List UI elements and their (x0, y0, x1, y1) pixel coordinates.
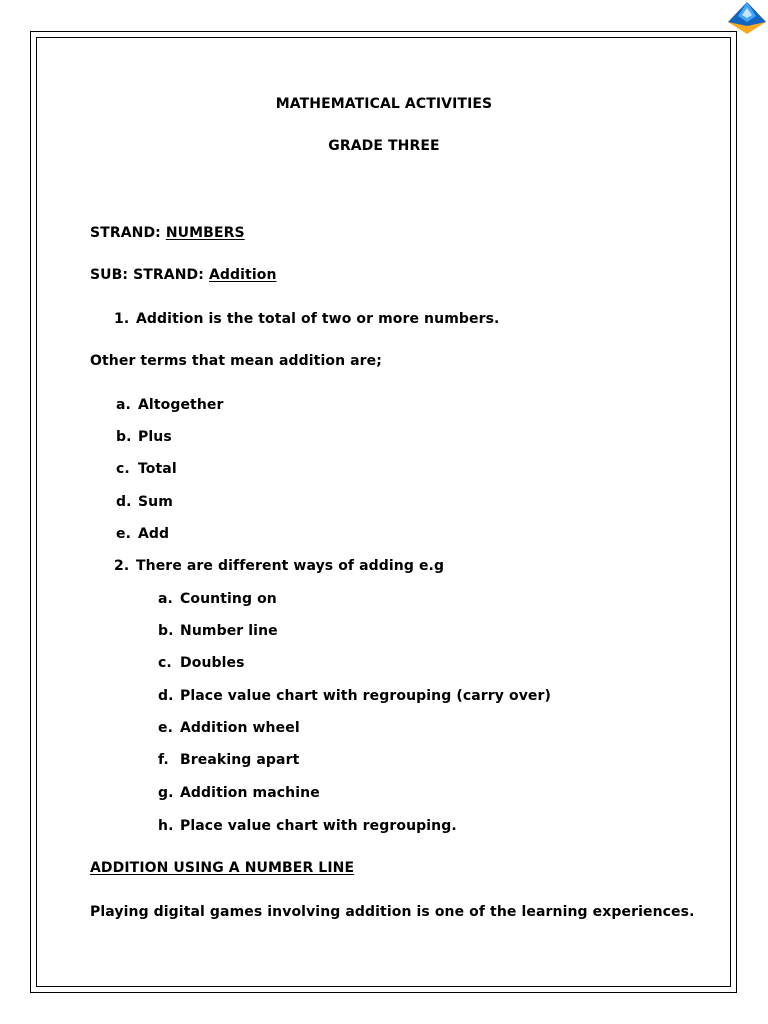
list-item (116, 429, 172, 445)
list-text: Number line (180, 623, 278, 639)
sub-strand-label: SUB: STRAND: (90, 267, 209, 283)
strand-line (90, 225, 245, 241)
list-item (158, 785, 320, 801)
list-item (158, 655, 245, 671)
page-border-inner (36, 37, 731, 987)
closing-paragraph: Playing digital games involving addition is one of the learning experiences. (90, 904, 695, 920)
list-text: Addition machine (180, 785, 320, 801)
list-item (158, 688, 551, 704)
list-text: Breaking apart (180, 752, 300, 768)
list-text: Altogether (138, 397, 224, 413)
list-marker: h. (158, 818, 174, 834)
point-1 (114, 311, 499, 327)
list-marker: e. (158, 720, 174, 736)
point-1-number: 1. (114, 311, 130, 327)
list-marker: e. (116, 526, 132, 542)
list-item (158, 818, 457, 834)
list-text: Plus (138, 429, 172, 445)
list-text: Total (138, 461, 177, 477)
point-2-number: 2. (114, 558, 130, 574)
list-marker: b. (116, 429, 132, 445)
list-text: Place value chart with regrouping. (180, 818, 457, 834)
list-item (158, 623, 278, 639)
list-item (116, 494, 173, 510)
list-marker: c. (158, 655, 172, 671)
list-text: Sum (138, 494, 173, 510)
strand-value: NUMBERS (165, 225, 245, 241)
list-marker: a. (116, 397, 131, 413)
list-text: Place value chart with regrouping (carry over) (180, 688, 552, 704)
list-marker: c. (116, 461, 130, 477)
list-item (158, 752, 299, 768)
terms-intro: Other terms that mean addition are; (90, 353, 382, 369)
sub-strand-value: Addition (208, 267, 277, 283)
list-item (158, 591, 277, 607)
list-marker: d. (158, 688, 174, 704)
point-2-text: There are different ways of adding e.g (136, 558, 445, 574)
strand-label: STRAND: (90, 225, 166, 241)
list-text: Doubles (180, 655, 245, 671)
list-text: Add (138, 526, 170, 542)
list-item (116, 397, 224, 413)
point-2 (114, 558, 444, 574)
sub-strand-line (90, 267, 277, 283)
list-item (116, 461, 177, 477)
list-text: Counting on (180, 591, 277, 607)
list-marker: f. (158, 752, 169, 768)
list-marker: a. (158, 591, 173, 607)
section-heading: ADDITION USING A NUMBER LINE (90, 860, 355, 876)
list-marker: d. (116, 494, 132, 510)
list-item (116, 526, 169, 542)
list-text: Addition wheel (180, 720, 300, 736)
list-marker: g. (158, 785, 174, 801)
point-1-text: Addition is the total of two or more numbers. (136, 311, 500, 327)
document-title: MATHEMATICAL ACTIVITIES (275, 96, 493, 112)
list-item (158, 720, 300, 736)
list-marker: b. (158, 623, 174, 639)
document-subtitle: GRADE THREE (328, 138, 440, 154)
